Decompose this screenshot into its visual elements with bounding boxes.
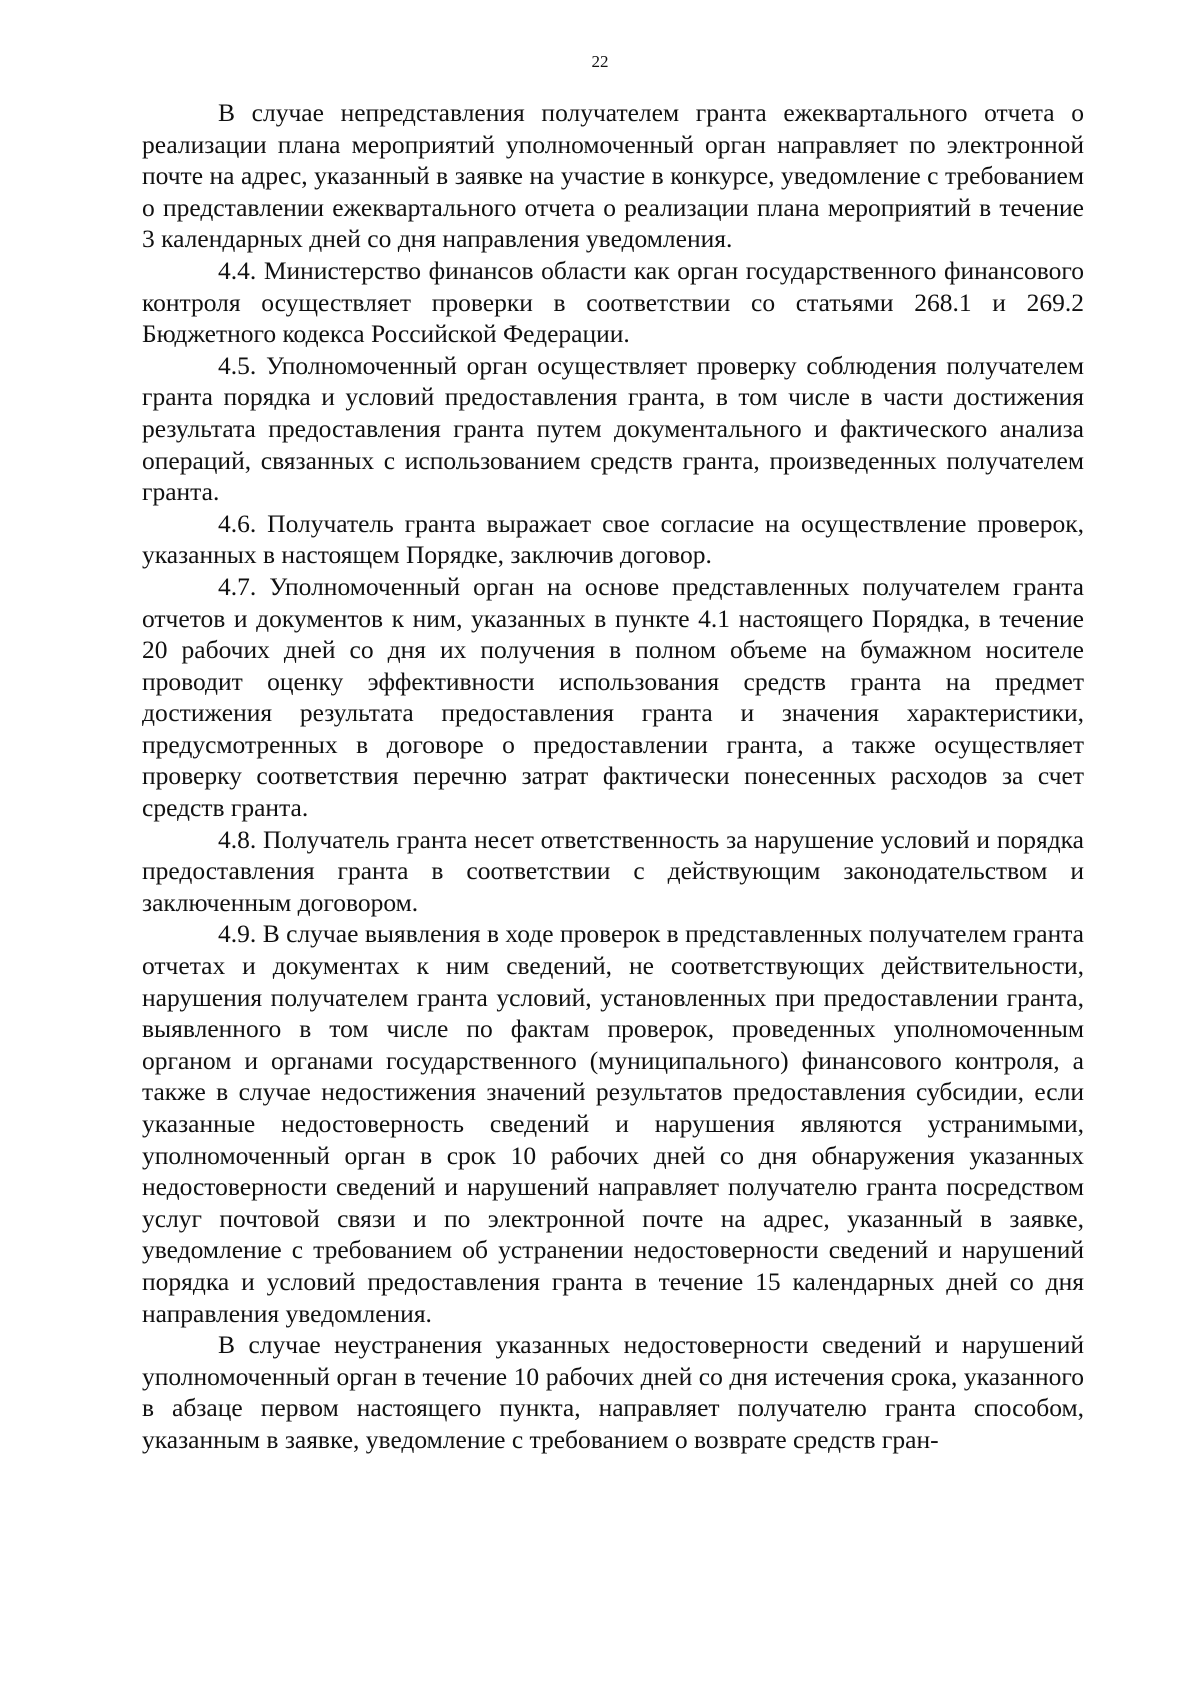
paragraph-notice-missing-report: В случае непредставления получателем гранта ежеквартального отчета о реализации плана мероприятий уполномоченный орган направляет по электронной почте на адрес, указанный в заявке на участие в конкурсе, уведомление с требованием о представлении ежеквартального отчета о реализации плана мероприятий в течение 3 календарных дней со дня направления уведомления.: [142, 98, 1084, 254]
paragraph-4-9: 4.9. В случае выявления в ходе проверок в представленных получателем гранта отчетах и документах к ним сведений, не соответствующих действительности, нарушения получателем гранта условий, установленных при предоставлении гранта, выявленного в том числе по фактам проверок, проведенных уполномоченным органом и органами государственного (муниципального) финансового контроля, а также в случае недостижения значений результатов предоставления субсидии, если указанные недостоверность сведений и нарушения являются устранимыми, уполномоченный орган в срок 10 рабочих дней со дня обнаружения указанных недостоверности сведений и нарушений направляет получателю гранта посредством услуг почтовой связи и по электронной почте на адрес, указанный в заявке, уведомление с требованием об устранении недостоверности сведений и нарушений порядка и условий предоставления гранта в течение 15 календарных дней со дня направления уведомления.: [142, 919, 1084, 1328]
paragraph-4-7: 4.7. Уполномоченный орган на основе представленных получателем гранта отчетов и документов к ним, указанных в пункте 4.1 настоящего Порядка, в течение 20 рабочих дней со дня их получения в полном объеме на бумажном носителе проводит оценку эффективности использования средств гранта на предмет достижения результата предоставления гранта и значения характеристики, предусмотренных в договоре о предоставлении гранта, а также осуществляет проверку соответствия перечню затрат фактически понесенных расходов за счет средств гранта.: [142, 571, 1084, 823]
paragraph-4-4: 4.4. Министерство финансов области как орган государственного финансового контроля осуществляет проверки в соответствии со статьями 268.1 и 269.2 Бюджетного кодекса Российской Федерации.: [142, 255, 1084, 349]
document-body: [142, 97, 1084, 1456]
paragraph-4-6: 4.6. Получатель гранта выражает свое согласие на осуществление проверок, указанных в настоящем Порядке, заключив договор.: [142, 508, 1084, 570]
page-number: 22: [591, 52, 609, 71]
paragraph-4-8: 4.8. Получатель гранта несет ответственность за нарушение условий и порядка предоставления гранта в соответствии с действующим законодательством и заключенным договором.: [142, 824, 1084, 917]
paragraph-4-5: 4.5. Уполномоченный орган осуществляет проверку соблюдения получателем гранта порядка и условий предоставления гранта, в том числе в части достижения результата предоставления гранта путем документального и фактического анализа операций, связанных с использованием средств гранта, произведенных получателем гранта.: [142, 350, 1084, 507]
paragraph-non-elimination: В случае неустранения указанных недостоверности сведений и нарушений уполномоченный орган в течение 10 рабочих дней со дня истечения срока, указанного в абзаце первом настоящего пункта, направляет получателю гранта способом, указанным в заявке, уведомление с требованием о возврате средств гран-: [142, 1330, 1084, 1454]
